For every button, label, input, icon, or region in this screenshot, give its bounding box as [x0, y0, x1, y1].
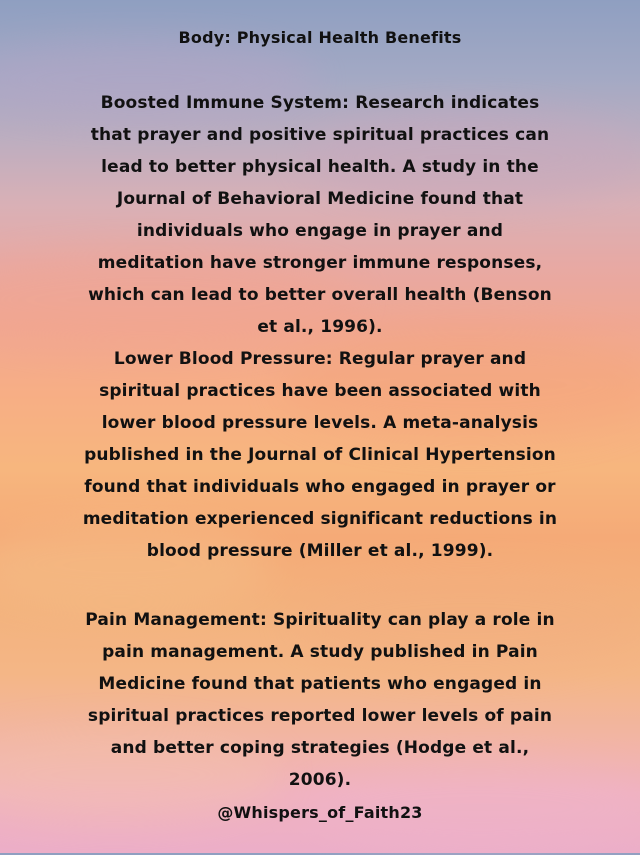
- page-title: Body: Physical Health Benefits: [178, 28, 462, 47]
- blood-pressure-paragraph: Lower Blood Pressure: Regular prayer and spiritual practices have been associated with lower blood pressure levels. A meta-analysis published in the Journal of Clinical Hypertension found that individuals who engaged in prayer or meditation experienced significant reductions in blood pressure (Miller et al., 1999).: [82, 349, 558, 561]
- pain-management-paragraph: Pain Management: Spirituality can play a role in pain management. A study published in Pain Medicine found that patients who engaged in spiritual practices reported lower levels of pain and better coping strategies (Hodge et al., 2006).: [85, 610, 555, 790]
- social-handle: @Whispers_of_Faith23: [217, 803, 423, 822]
- immune-system-paragraph: Boosted Immune System: Research indicates that prayer and positive spiritual practices can lead to better physical health. A study in the Journal of Behavioral Medicine found that individuals who engage in prayer and meditation have stronger immune responses, which can lead to better overall health (Benson et al., 1996).: [88, 93, 552, 337]
